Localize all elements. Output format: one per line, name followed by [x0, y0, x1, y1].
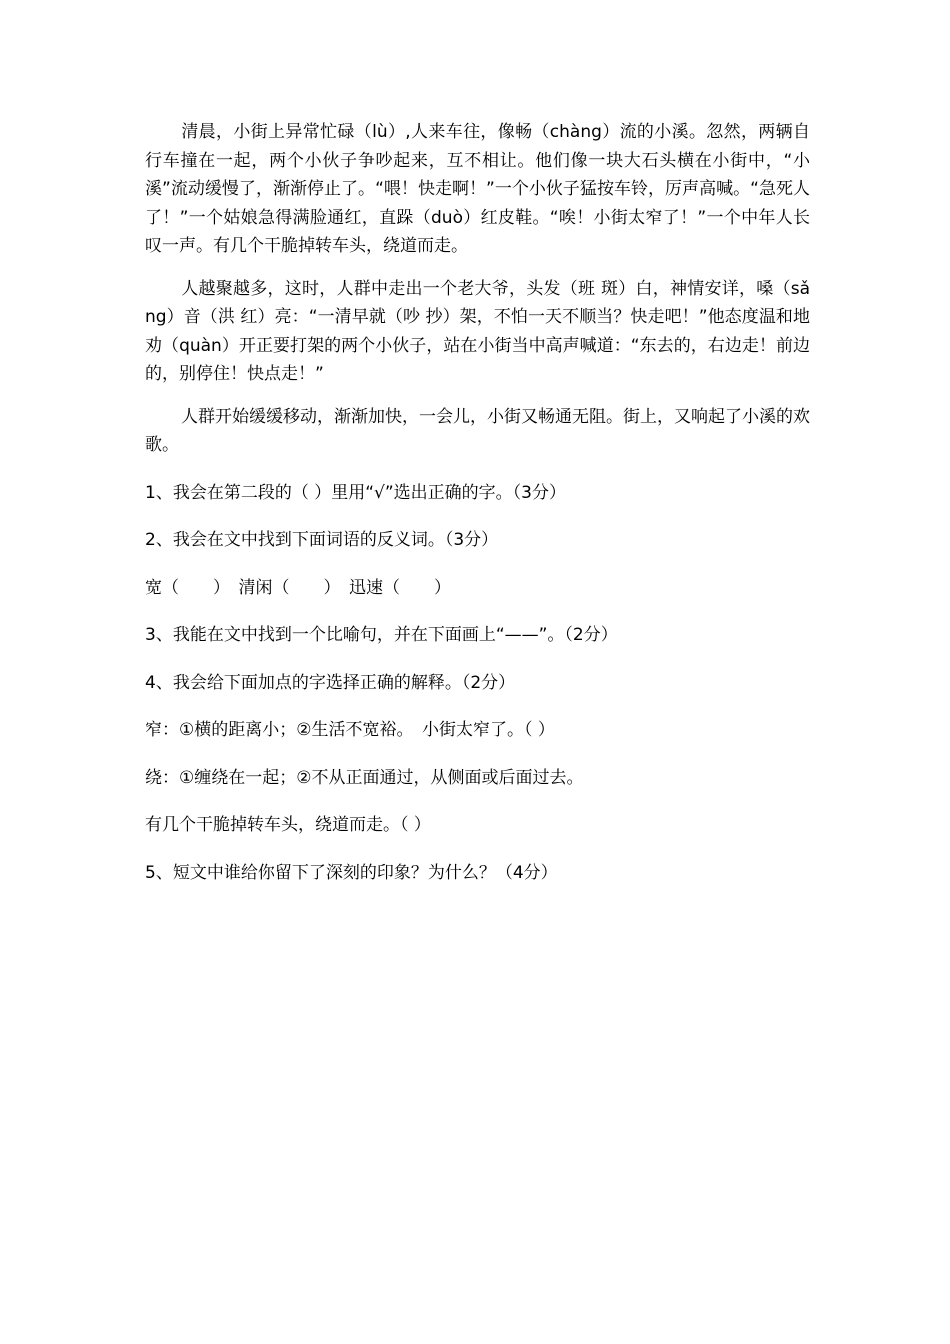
question-4-item-a: 窄：①横的距离小；②生活不宽裕。 小街太窄了。（ ） — [145, 720, 555, 740]
question-2: 2、我会在文中找到下面词语的反义词。（3分） — [145, 530, 499, 550]
question-3: 3、我能在文中找到一个比喻句，并在下面画上“——”。（2分） — [145, 625, 618, 645]
question-1: 1、我会在第二段的（ ）里用“√”选出正确的字。（3分） — [145, 482, 566, 503]
passage-paragraph-3-text: 人群开始缓缓移动，渐渐加快，一会儿，小街又畅通无阻。街上，又响起了小溪的欢歌。 — [145, 406, 810, 455]
passage-paragraph-1 — [145, 118, 810, 261]
question-2-answer-blanks: 宽（ ） 清闲（ ） 迅速（ ） — [145, 577, 451, 598]
passage-paragraph-3 — [145, 403, 810, 460]
worksheet-page — [145, 118, 810, 906]
passage-paragraph-2 — [145, 275, 810, 389]
question-5: 5、短文中谁给你留下了深刻的印象？为什么？（4分） — [145, 862, 558, 883]
question-4-item-b: 绕：①缠绕在一起；②不从正面通过，从侧面或后面过去。 — [145, 767, 584, 788]
passage-paragraph-2-text: 人越聚越多，这时，人群中走出一个老大爷，头发（班 斑）白，神情安详，嗓（sǎng）音（洪 红）亮：“一清早就（吵 抄）架，不怕一天不顺当？快走吧！”他态度温和地劝（quàn）开正要打架的两个小伙子，站在小街当中高声喊道：“东去的，右边走！前边的，别停住！快点走！” — [145, 278, 810, 384]
question-4-item-b-sentence: 有几个干脆掉转车头，绕道而走。（ ） — [145, 815, 431, 835]
question-4: 4、我会给下面加点的字选择正确的解释。（2分） — [145, 672, 516, 693]
passage-paragraph-1-text: 清晨，小街上异常忙碌（lù）,人来车往，像畅（chàng）流的小溪。忽然，两辆自行车撞在一起，两个小伙子争吵起来，互不相让。他们像一块大石头横在小街中，“小溪”流动缓慢了，渐渐停止了。“喂！快走啊！”一个小伙子猛按车铃，厉声高喊。“急死人了！”一个姑娘急得满脸通红，直跺（duò）红皮鞋。“唉！小街太窄了！”一个中年人长叹一声。有几个干脆掉转车头，绕道而走。 — [145, 122, 810, 256]
